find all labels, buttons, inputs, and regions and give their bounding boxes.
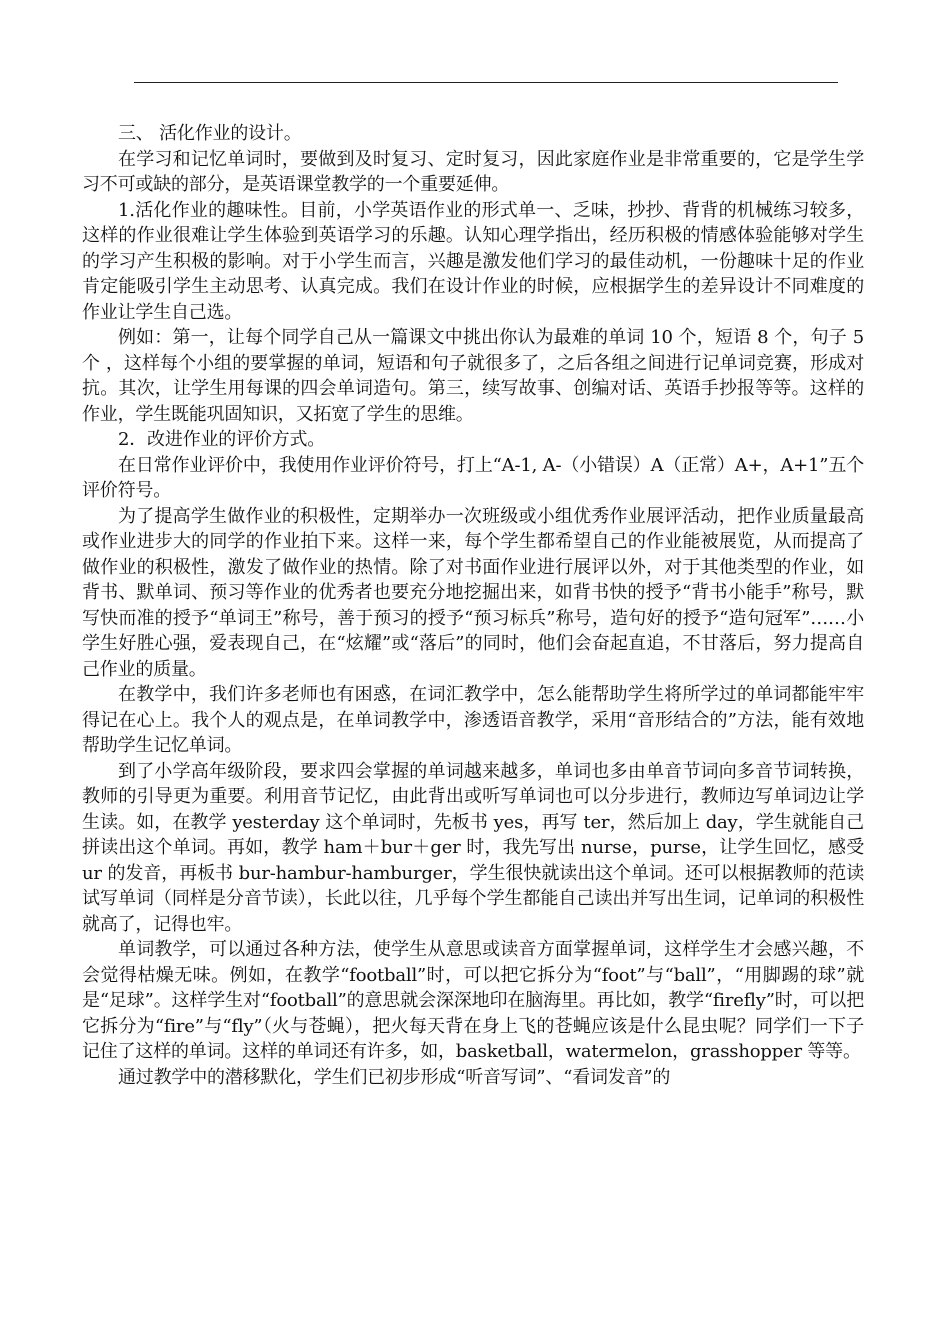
paragraph-6: 为了提高学生做作业的积极性，定期举办一次班级或小组优秀作业展评活动，把作业质量最高或作业进步大的同学的作业拍下来。这样一来，每个学生都希望自己的作业能被展览，从而提高了做作业的积极性，激发了做作业的热情。除了对书面作业进行展评以外，对于其他类型的作业，如背书、默单词、预习等作业的优秀者也要充分地挖掘出来，如背书快的授予“背书小能手”称号，默写快而准的授予“单词王”称号，善于预习的授予“预习标兵”称号，造句好的授予“造句冠军”……小学生好胜心强，爱表现自己，在“炫耀”或“落后”的同时，他们会奋起直追，不甘落后，努力提高自己作业的质量。 [82, 505, 864, 680]
paragraph-4: 2．改进作业的评价方式。 [118, 429, 326, 450]
paragraph-10: 通过教学中的潜移默化，学生们已初步形成“听音写词”、“看词发音”的 [118, 1066, 671, 1088]
header-rule [134, 82, 838, 83]
paragraph-5: 在日常作业评价中，我使用作业评价符号，打上“A-1, A-（小错误）A（正常）A+，A+1”五个评价符号。 [82, 454, 864, 501]
section-heading: 三、 活化作业的设计。 [118, 123, 302, 144]
paragraph-8: 到了小学高年级阶段，要求四会掌握的单词越来越多，单词也多由单音节词向多音节词转换，教师的引导更为重要。利用音节记忆，由此背出或听写单词也可以分步进行，教师边写单词边让学生读。如，在教学 yesterday 这个单词时，先板书 yes，再写 ter，然后加上 day，学生就能自己拼读出这个单词。再如，教学 ham＋bur＋ger 时，我先写出 nurse，purse，让学生回忆，感受 ur 的发音，再板书 bur-hambur-hamburger，学生很快就读出这个单词。还可以根据教师的范读试写单词（同样是分音节读），长此以往，几乎每个学生都能自己读出并写出生词，记单词的积极性就高了，记得也牢。 [82, 760, 864, 935]
paragraph-7: 在教学中，我们许多老师也有困惑，在词汇教学中，怎么能帮助学生将所学过的单词都能牢牢得记在心上。我个人的观点是，在单词教学中，渗透语音教学，采用“音形结合的”方法，能有效地帮助学生记忆单词。 [82, 684, 864, 756]
paragraph-9: 单词教学，可以通过各种方法，使学生从意思或读音方面掌握单词，这样学生才会感兴趣，不会觉得枯燥无味。例如，在教学“football”时，可以把它拆分为“foot”与“ball”，“用脚踢的球”就是“足球”。这样学生对“football”的意思就会深深地印在脑海里。再比如，教学“firefly”时，可以把它拆分为“fire”与“fly”（火与苍蝇），把火每天背在身上飞的苍蝇应该是什么昆虫呢？同学们一下子记住了这样的单词。这样的单词还有许多，如，basketball，watermelon，grasshopper 等等。 [82, 939, 864, 1062]
document-body [82, 121, 864, 1090]
paragraph-1: 在学习和记忆单词时，要做到及时复习、定时复习，因此家庭作业是非常重要的，它是学生学习不可或缺的部分，是英语课堂教学的一个重要延伸。 [82, 148, 864, 195]
paragraph-3: 例如：第一，让每个同学自己从一篇课文中挑出你认为最难的单词 10 个，短语 8 个，句子 5 个 ，这样每个小组的要掌握的单词，短语和句子就很多了，之后各组之间进行记单词竞赛，形成对抗。其次，让学生用每课的四会单词造句。第三，续写故事、创编对话、英语手抄报等等。这样的作业，学生既能巩固知识，又拓宽了学生的思维。 [82, 327, 864, 425]
paragraph-2: 1.活化作业的趣味性。目前，小学英语作业的形式单一、乏味，抄抄、背背的机械练习较多，这样的作业很难让学生体验到英语学习的乐趣。认知心理学指出，经历积极的情感体验能够对学生的学习产生积极的影响。对于小学生而言，兴趣是激发他们学习的最佳动机，一份趣味十足的作业肯定能吸引学生主动思考、认真完成。我们在设计作业的时候，应根据学生的差异设计不同难度的作业让学生自己选。 [82, 199, 864, 323]
